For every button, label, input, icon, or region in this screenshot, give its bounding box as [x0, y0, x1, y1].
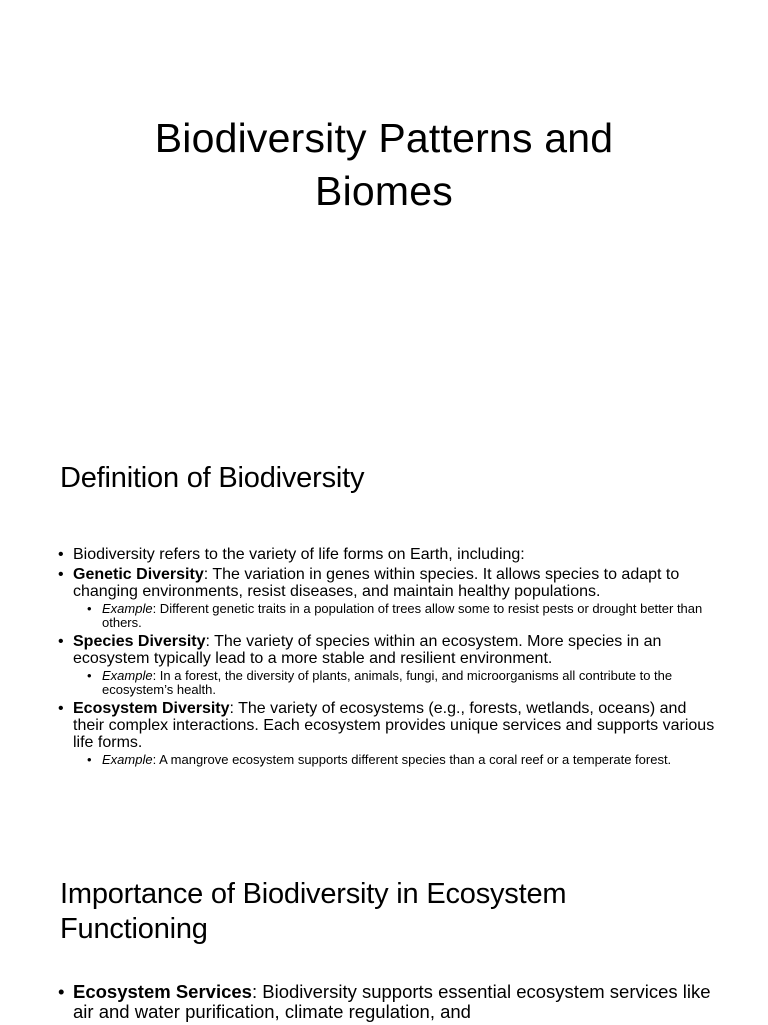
importance-bullet-list — [58, 982, 718, 1025]
ecosystem-services-text: : Biodiversity supports essential ecosystem services like air and water purification, climate regulation, and — [73, 981, 711, 1022]
ecosystem-diversity-bullet — [58, 700, 718, 767]
definition-heading: Definition of Biodiversity — [60, 462, 365, 494]
title-line-2: Biomes — [315, 168, 453, 214]
example-text: : Different genetic traits in a population of trees allow some to resist pests or drought better than others. — [102, 601, 703, 630]
example-label: Example — [102, 752, 153, 767]
genetic-example — [87, 602, 718, 630]
species-diversity-text: : The variety of species within an ecosystem. More species in an ecosystem typically lead to a more stable and resilient environment. — [73, 633, 662, 667]
title-slide — [0, 0, 768, 430]
example-label: Example — [102, 668, 153, 683]
title-line-1: Biodiversity Patterns and — [154, 115, 614, 161]
ecosystem-diversity-text: : The variety of ecosystems (e.g., forests, wetlands, oceans) and their complex interactions. Each ecosystem provides unique services and supports various life forms. — [73, 700, 715, 751]
genetic-diversity-term: Genetic Diversity — [73, 566, 204, 583]
ecosystem-diversity-term: Ecosystem Diversity — [73, 700, 230, 717]
genetic-example-list — [73, 602, 718, 630]
ecosystem-services-term: Ecosystem Services — [73, 981, 252, 1002]
species-example — [87, 669, 718, 697]
species-diversity-term: Species Diversity — [73, 633, 206, 650]
genetic-diversity-text: : The variation in genes within species. It allows species to adapt to changing environments, resist diseases, and maintain healthy populations. — [73, 566, 680, 600]
ecosystem-services-bullet — [58, 982, 718, 1022]
species-diversity-bullet — [58, 633, 718, 697]
example-label: Example — [102, 601, 153, 616]
example-text: : A mangrove ecosystem supports different species than a coral reef or a temperate forest. — [152, 752, 672, 767]
ecosystem-example-list — [73, 753, 718, 767]
importance-heading-line-1: Importance of Biodiversity in Ecosystem — [60, 878, 567, 910]
importance-heading — [60, 877, 566, 947]
ecosystem-example — [87, 753, 718, 767]
definition-bullet-list — [58, 546, 718, 770]
genetic-diversity-bullet — [58, 566, 718, 630]
intro-text: Biodiversity refers to the variety of life forms on Earth, including: — [73, 546, 525, 563]
importance-heading-line-2: Functioning — [60, 913, 208, 945]
presentation-title — [60, 112, 708, 218]
example-text: : In a forest, the diversity of plants, animals, fungi, and microorganisms all contribute to the ecosystem’s health. — [102, 668, 673, 697]
intro-bullet — [58, 546, 718, 563]
species-example-list — [73, 669, 718, 697]
